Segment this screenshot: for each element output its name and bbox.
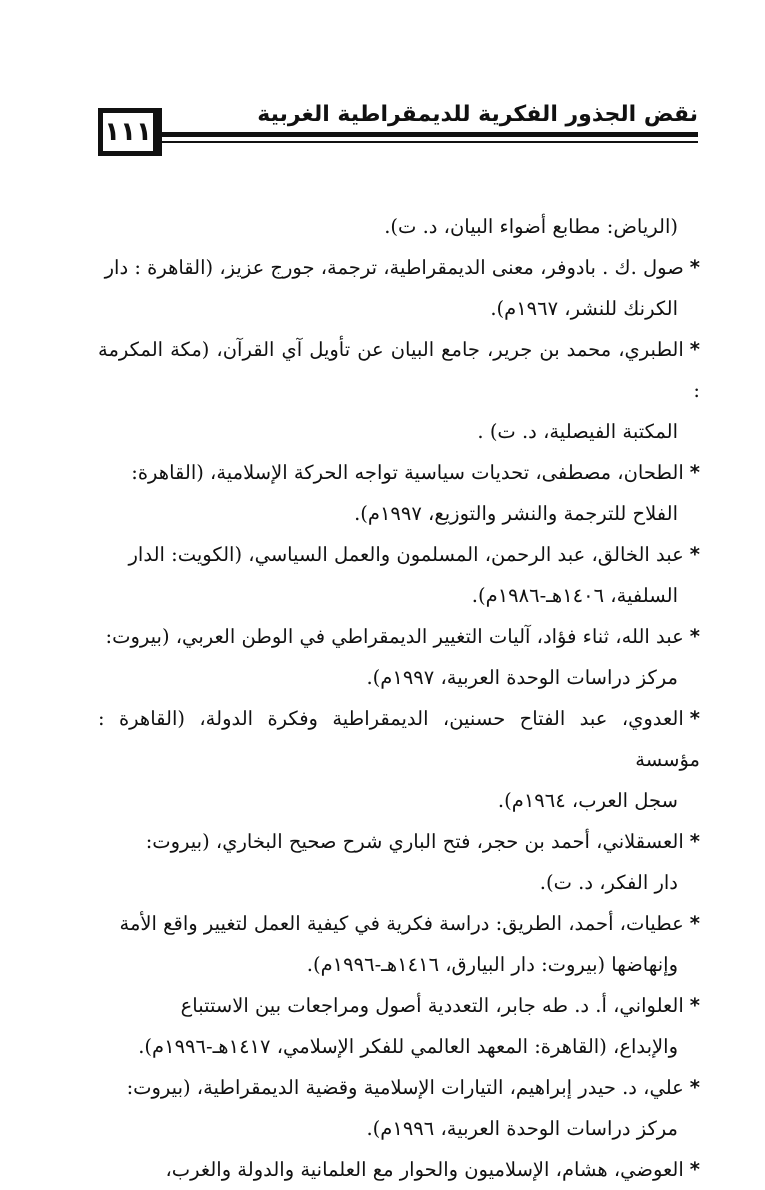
entry-line: [98, 329, 700, 411]
asterisk-marker: *: [689, 543, 700, 566]
entry-line: [98, 1067, 700, 1108]
entry-line: [98, 616, 700, 657]
entry-line: [98, 452, 700, 493]
entry-text: عطيات، أحمد، الطريق: دراسة فكرية في كيفية العمل لتغيير واقع الأمة: [119, 912, 684, 935]
asterisk-marker: *: [689, 338, 700, 361]
running-header: [98, 96, 698, 166]
bibliography-entry: [98, 534, 700, 616]
running-title: نقض الجذور الفكرية للديمقراطية الغربية: [257, 102, 698, 127]
entry-line: [98, 247, 700, 288]
entry-text: العلواني، أ. د. طه جابر، التعددية أصول ومراجعات بين الاستتباع: [180, 994, 684, 1017]
entry-line: المكتبة الفيصلية، د. ت) .: [477, 420, 678, 443]
entry-line: [98, 534, 700, 575]
entry-line: الفلاح للترجمة والنشر والتوزيع، ١٩٩٧م).: [354, 502, 678, 525]
entry-line: مركز دراسات الوحدة العربية، ١٩٩٦م).: [366, 1117, 678, 1140]
asterisk-marker: *: [689, 1076, 700, 1099]
entry-line: [98, 821, 700, 862]
entry-line: [98, 903, 700, 944]
asterisk-marker: *: [689, 707, 700, 730]
header-rule-thin: [162, 141, 698, 143]
bibliography-entry: [98, 903, 700, 985]
bibliography-entry: [98, 698, 700, 821]
asterisk-marker: *: [689, 912, 700, 935]
entry-text: العوضي، هشام، الإسلاميون والحوار مع العلمانية والدولة والغرب،: [165, 1158, 684, 1181]
asterisk-marker: *: [689, 256, 700, 279]
entry-text: عبد الله، ثناء فؤاد، آليات التغيير الديمقراطي في الوطن العربي، (بيروت:: [105, 625, 684, 648]
entry-line: سجل العرب، ١٩٦٤م).: [497, 789, 678, 812]
entry-line: (الرياض: مطابع أضواء البيان، د. ت).: [384, 215, 678, 238]
entry-line: [98, 1149, 700, 1190]
bibliography-entry: [98, 1067, 700, 1149]
entry-line: [98, 985, 700, 1026]
entry-line: مركز دراسات الوحدة العربية، ١٩٩٧م).: [366, 666, 678, 689]
entry-line: الكرنك للنشر، ١٩٦٧م).: [490, 297, 678, 320]
entry-line: السلفية، ١٤٠٦هـ-١٩٨٦م).: [471, 584, 678, 607]
entry-text: الطبري، محمد بن جرير، جامع البيان عن تأويل آي القرآن، (مكة المكرمة :: [98, 338, 700, 402]
bibliography-entry: [98, 1149, 700, 1190]
entry-text: العدوي، عبد الفتاح حسنين، الديمقراطية وفكرة الدولة، (القاهرة : مؤسسة: [98, 707, 700, 771]
asterisk-marker: *: [689, 461, 700, 484]
entry-line: دار الفكر، د. ت).: [539, 871, 678, 894]
entry-line: [98, 698, 700, 780]
bibliography-entry: [98, 452, 700, 534]
entry-line: والإبداع، (القاهرة: المعهد العالمي للفكر الإسلامي، ١٤١٧هـ-١٩٩٦م).: [138, 1035, 678, 1058]
asterisk-marker: *: [689, 994, 700, 1017]
bibliography-entry: [98, 985, 700, 1067]
asterisk-marker: *: [689, 1158, 700, 1181]
page-number: ١١١: [104, 117, 152, 147]
asterisk-marker: *: [689, 830, 700, 853]
bibliography-entry: [98, 329, 700, 452]
entry-line: وإنهاضها (بيروت: دار البيارق، ١٤١٦هـ-١٩٩٦م).: [306, 953, 678, 976]
asterisk-marker: *: [689, 625, 700, 648]
header-rule-thick: [162, 132, 698, 137]
bibliography-entry: [98, 206, 700, 247]
entry-text: عبد الخالق، عبد الرحمن، المسلمون والعمل السياسي، (الكويت: الدار: [128, 543, 684, 566]
entry-text: العسقلاني، أحمد بن حجر، فتح الباري شرح صحيح البخاري، (بيروت:: [145, 830, 684, 853]
bibliography-entry: [98, 821, 700, 903]
entry-text: صول .ك . بادوفر، معنى الديمقراطية، ترجمة، جورج عزيز، (القاهرة : دار: [104, 256, 684, 279]
bibliography-entry: [98, 616, 700, 698]
entry-text: علي، د. حيدر إبراهيم، التيارات الإسلامية وقضية الديمقراطية، (بيروت:: [126, 1076, 684, 1099]
entry-text: الطحان، مصطفى، تحديات سياسية تواجه الحركة الإسلامية، (القاهرة:: [131, 461, 684, 484]
page-number-box: [98, 108, 162, 156]
bibliography-entry: [98, 247, 700, 329]
bibliography-list: [98, 206, 700, 1190]
